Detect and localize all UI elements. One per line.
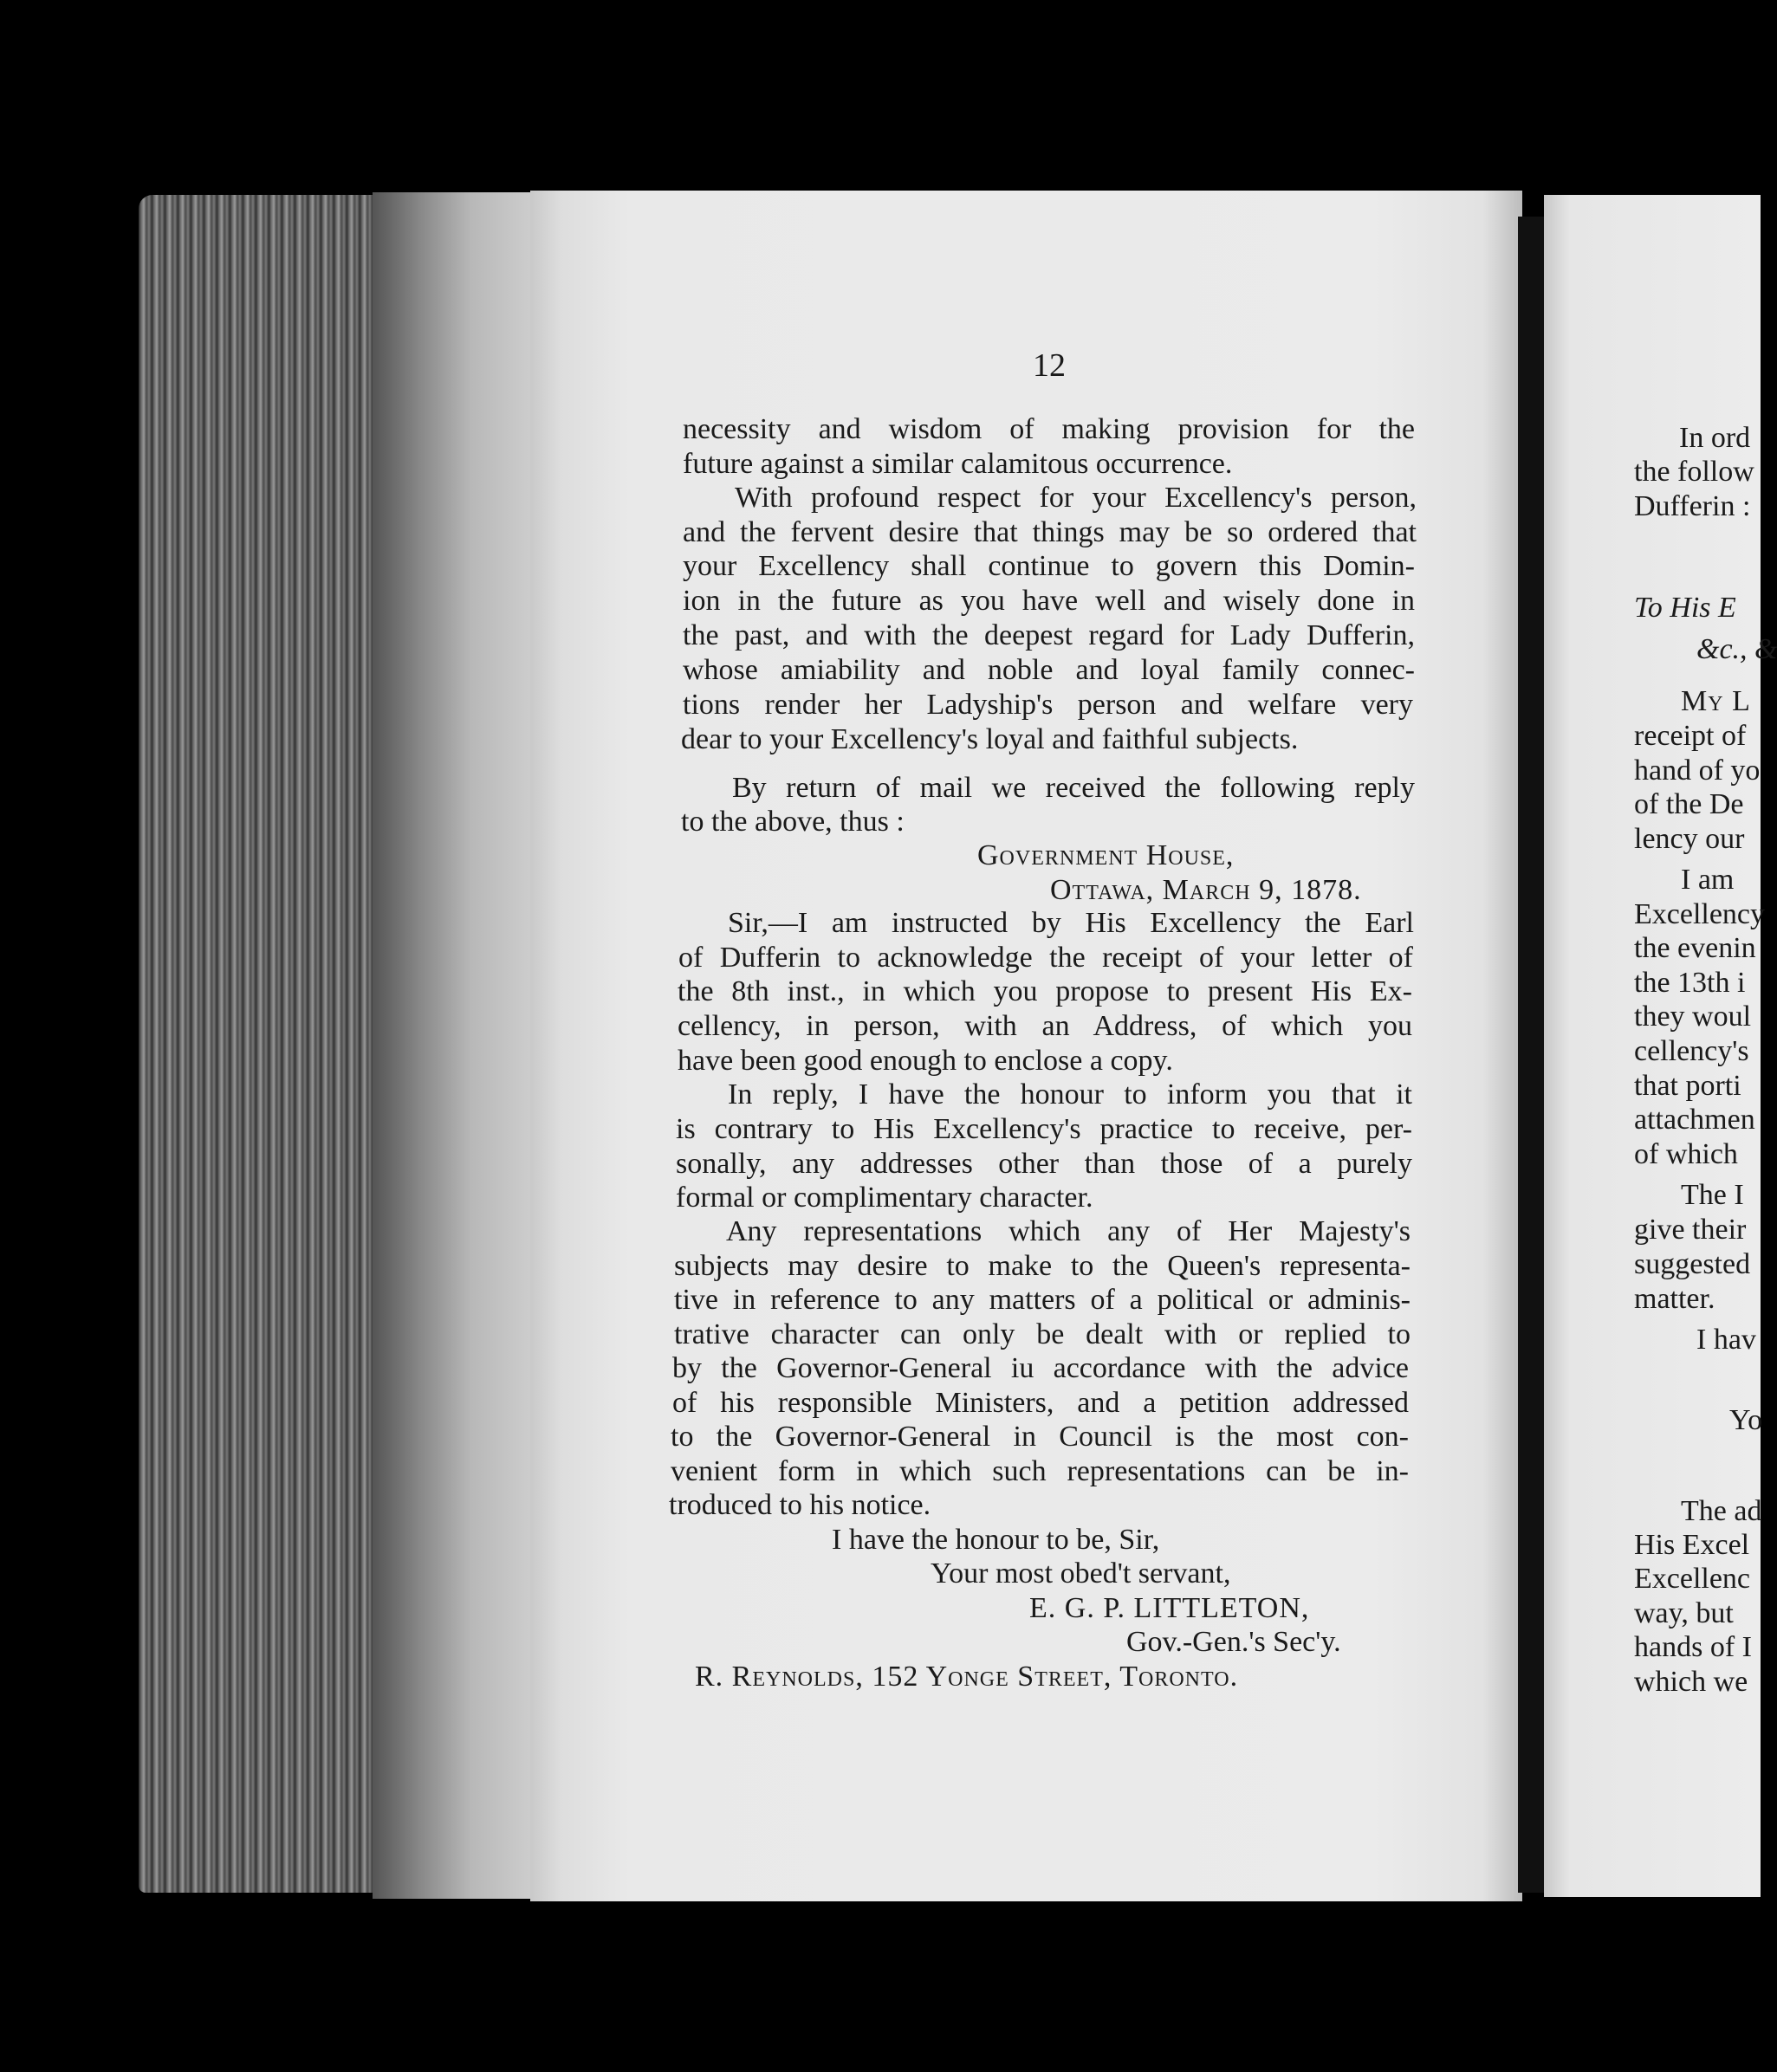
right-fragment: The I xyxy=(1681,1179,1744,1211)
text-line: of his responsible Ministers, and a petition addressed xyxy=(672,1387,1409,1419)
text-line: ion in the future as you have well and wisely done in xyxy=(683,585,1415,617)
text-line: tions render her Ladyship's person and welfare very xyxy=(683,689,1413,721)
right-fragment: I hav xyxy=(1696,1324,1756,1356)
right-fragment: of the De xyxy=(1634,788,1744,820)
right-fragment: hand of yo xyxy=(1634,754,1761,787)
right-fragment: &c., & xyxy=(1696,633,1777,665)
signature: E. G. P. LITTLETON, xyxy=(1029,1592,1310,1624)
printer-imprint: R. Reynolds, 152 Yonge Street, Toronto. xyxy=(695,1661,1239,1693)
right-fragment: To His E xyxy=(1634,592,1736,624)
dateline-house: Government House, xyxy=(977,839,1235,871)
dateline-place-date: Ottawa, March 9, 1878. xyxy=(1050,874,1362,906)
text-line: your Excellency shall continue to govern this Domin- xyxy=(683,550,1415,582)
right-fragment: of which xyxy=(1634,1138,1738,1170)
text-line: Sir,—I am instructed by His Excellency the Earl xyxy=(728,907,1414,939)
text-line: In reply, I have the honour to inform you that it xyxy=(728,1078,1412,1110)
closing-line: I have the honour to be, Sir, xyxy=(832,1524,1160,1556)
page-number: 12 xyxy=(1033,347,1066,384)
text-line: dear to your Excellency's loyal and faithful subjects. xyxy=(681,723,1299,755)
right-fragment: My L xyxy=(1681,685,1751,717)
right-fragment: lency our xyxy=(1634,823,1745,855)
text-line: whose amiability and noble and loyal family connec- xyxy=(683,654,1415,686)
right-fragment: suggested xyxy=(1634,1248,1751,1280)
text-line: of Dufferin to acknowledge the receipt of your letter of xyxy=(678,942,1413,974)
right-fragment: Yo xyxy=(1729,1404,1763,1436)
text-line: troduced to his notice. xyxy=(669,1489,931,1521)
text-line: the past, and with the deepest regard for Lady Dufferin, xyxy=(683,619,1415,651)
right-fragment: I am xyxy=(1681,864,1735,896)
text-line: the 8th inst., in which you propose to present His Ex- xyxy=(678,975,1412,1007)
right-fragment: Dufferin : xyxy=(1634,490,1751,522)
book-page-edges-inner xyxy=(373,192,537,1899)
right-fragment: In ord xyxy=(1679,422,1751,454)
text-line: and the fervent desire that things may be so ordered that xyxy=(683,516,1417,548)
right-fragment: His Excel xyxy=(1634,1529,1750,1561)
text-line: have been good enough to enclose a copy. xyxy=(678,1045,1173,1077)
right-fragment: hands of I xyxy=(1634,1631,1752,1663)
text-line: subjects may desire to make to the Queen's representa- xyxy=(674,1250,1411,1282)
right-fragment: the 13th i xyxy=(1634,967,1746,999)
closing-line: Your most obed't servant, xyxy=(931,1557,1231,1590)
text-line: trative character can only be dealt with or replied to xyxy=(674,1318,1411,1350)
right-fragment: attachmen xyxy=(1634,1104,1755,1136)
text-line: necessity and wisdom of making provision for the xyxy=(683,413,1415,445)
text-line: tive in reference to any matters of a political or adminis- xyxy=(674,1284,1411,1316)
right-fragment: matter. xyxy=(1634,1283,1715,1315)
right-fragment: Excellenc xyxy=(1634,1563,1751,1595)
right-fragment: the evenin xyxy=(1634,932,1756,964)
text-line: future against a similar calamitous occurrence. xyxy=(683,448,1233,480)
text-line: by the Governor-General iu accordance with the advice xyxy=(672,1352,1409,1384)
text-line: venient form in which such representations can be in- xyxy=(671,1455,1409,1487)
text-line: sonally, any addresses other than those of a purely xyxy=(676,1148,1412,1180)
right-fragment: way, but xyxy=(1634,1597,1734,1629)
right-fragment: Excellency xyxy=(1634,898,1766,930)
text-line: Any representations which any of Her Majesty's xyxy=(726,1215,1411,1247)
text-line: to the Governor-General in Council is the most con- xyxy=(671,1421,1409,1453)
text-line: formal or complimentary character. xyxy=(676,1182,1093,1214)
right-fragment: which we xyxy=(1634,1666,1748,1698)
right-fragment: give their xyxy=(1634,1214,1747,1246)
right-fragment: they woul xyxy=(1634,1000,1752,1033)
right-fragment: the follow xyxy=(1634,456,1754,488)
right-fragment: cellency's xyxy=(1634,1035,1749,1067)
text-line: to the above, thus : xyxy=(681,806,905,838)
right-fragment: The ad xyxy=(1681,1495,1762,1527)
right-fragment: that porti xyxy=(1634,1070,1741,1102)
text-line: By return of mail we received the following reply xyxy=(732,772,1415,804)
text-line: is contrary to His Excellency's practice to receive, per- xyxy=(676,1113,1412,1145)
right-fragment: receipt of xyxy=(1634,720,1747,752)
text-line: With profound respect for your Excellency's person, xyxy=(735,482,1417,514)
signature-title: Gov.-Gen.'s Sec'y. xyxy=(1126,1626,1341,1658)
text-line: cellency, in person, with an Address, of which you xyxy=(678,1010,1412,1042)
